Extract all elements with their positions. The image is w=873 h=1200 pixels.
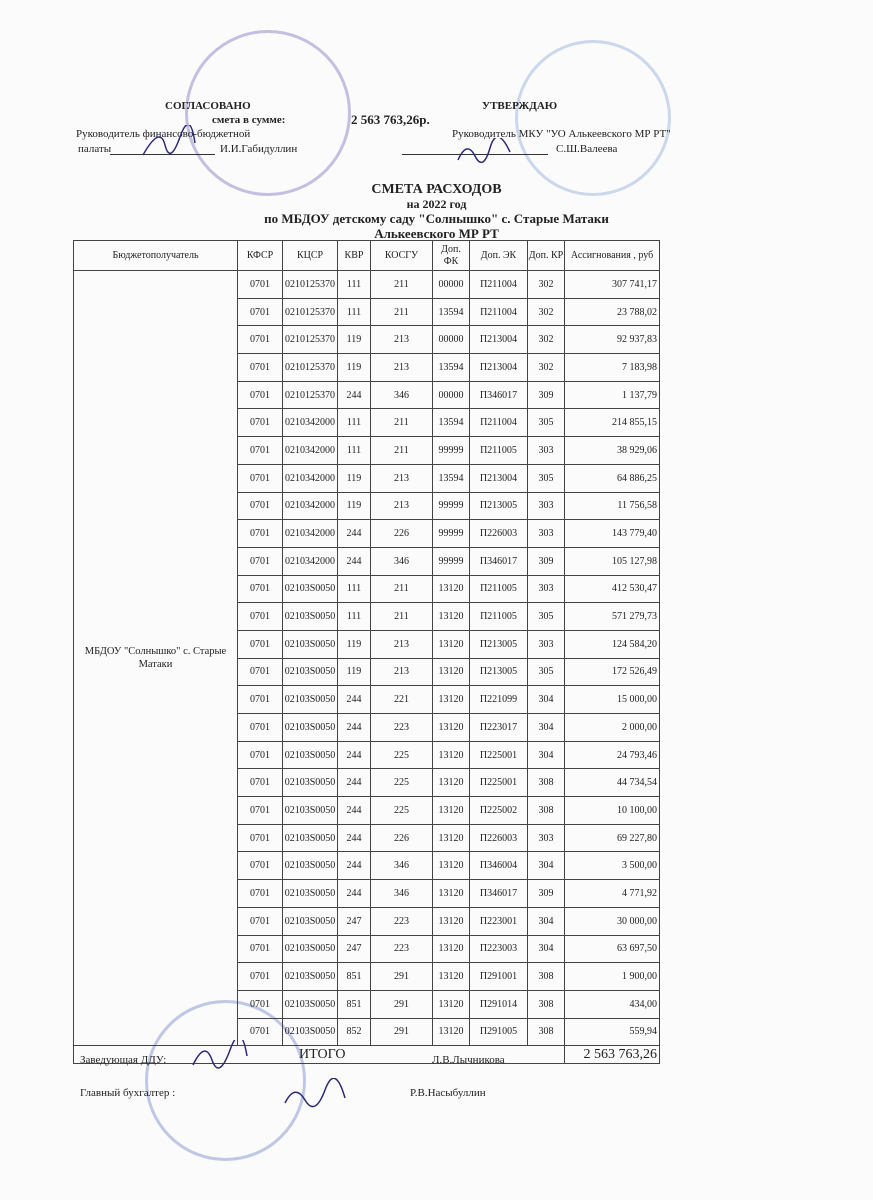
column-header: Доп. ФК bbox=[433, 241, 470, 271]
table-cell: 303 bbox=[528, 575, 565, 603]
table-cell: 02103S0050 bbox=[283, 907, 338, 935]
table-cell: 0210125370 bbox=[283, 326, 338, 354]
table-cell: П346017 bbox=[470, 547, 528, 575]
table-cell: 211 bbox=[371, 298, 433, 326]
table-cell: 304 bbox=[528, 741, 565, 769]
table-cell: П221099 bbox=[470, 686, 528, 714]
table-cell: П211005 bbox=[470, 603, 528, 631]
table-cell: 0701 bbox=[238, 354, 283, 382]
table-cell: 13120 bbox=[433, 907, 470, 935]
column-header: Доп. ЭК bbox=[470, 241, 528, 271]
table-cell: 119 bbox=[338, 354, 371, 382]
table-cell: П291005 bbox=[470, 1018, 528, 1046]
table-cell: 13594 bbox=[433, 464, 470, 492]
table-cell: 13120 bbox=[433, 852, 470, 880]
left-signer-role: Руководитель финансово-бюджетной bbox=[76, 128, 251, 140]
amount-cell: 214 855,15 bbox=[565, 409, 660, 437]
table-cell: 111 bbox=[338, 437, 371, 465]
left-signer-name: И.И.Габидуллин bbox=[220, 143, 298, 155]
table-cell: 02103S0050 bbox=[283, 630, 338, 658]
table-cell: 13120 bbox=[433, 990, 470, 1018]
amount-cell: 63 697,50 bbox=[565, 935, 660, 963]
amount-cell: 64 886,25 bbox=[565, 464, 660, 492]
amount-cell: 143 779,40 bbox=[565, 520, 660, 548]
table-cell: 02103S0050 bbox=[283, 880, 338, 908]
right-signer-role: Руководитель МКУ "УО Алькеевского МР РТ" bbox=[452, 128, 671, 140]
table-cell: 211 bbox=[371, 437, 433, 465]
table-cell: 244 bbox=[338, 547, 371, 575]
table-cell: 223 bbox=[371, 935, 433, 963]
table-cell: 0701 bbox=[238, 1018, 283, 1046]
table-cell: П225001 bbox=[470, 741, 528, 769]
table-cell: П226003 bbox=[470, 520, 528, 548]
table-cell: 0210342000 bbox=[283, 547, 338, 575]
table-cell: 346 bbox=[371, 381, 433, 409]
table-cell: 02103S0050 bbox=[283, 990, 338, 1018]
table-cell: 225 bbox=[371, 741, 433, 769]
table-cell: 0701 bbox=[238, 935, 283, 963]
table-cell: 13120 bbox=[433, 797, 470, 825]
table-cell: 221 bbox=[371, 686, 433, 714]
amount-cell: 124 584,20 bbox=[565, 630, 660, 658]
table-cell: 0701 bbox=[238, 963, 283, 991]
table-cell: 00000 bbox=[433, 326, 470, 354]
column-header: Доп. КР bbox=[528, 241, 565, 271]
table-cell: 303 bbox=[528, 630, 565, 658]
table-cell: 211 bbox=[371, 603, 433, 631]
table-cell: 119 bbox=[338, 658, 371, 686]
table-cell: 0701 bbox=[238, 852, 283, 880]
amount-cell: 1 900,00 bbox=[565, 963, 660, 991]
amount-cell: 4 771,92 bbox=[565, 880, 660, 908]
table-cell: 291 bbox=[371, 990, 433, 1018]
table-cell: 0701 bbox=[238, 990, 283, 1018]
amount-cell: 24 793,46 bbox=[565, 741, 660, 769]
table-cell: 00000 bbox=[433, 271, 470, 299]
table-cell: 0210125370 bbox=[283, 381, 338, 409]
table-cell: 0701 bbox=[238, 409, 283, 437]
table-cell: 244 bbox=[338, 797, 371, 825]
table-cell: 291 bbox=[371, 1018, 433, 1046]
table-cell: 13120 bbox=[433, 575, 470, 603]
column-header: КЦСР bbox=[283, 241, 338, 271]
table-cell: П223003 bbox=[470, 935, 528, 963]
table-cell: 303 bbox=[528, 824, 565, 852]
table-cell: 13120 bbox=[433, 714, 470, 742]
table-cell: 225 bbox=[371, 769, 433, 797]
table-cell: 0701 bbox=[238, 547, 283, 575]
table-cell: 13120 bbox=[433, 935, 470, 963]
table-cell: 00000 bbox=[433, 381, 470, 409]
table-cell: 0701 bbox=[238, 520, 283, 548]
amount-cell: 105 127,98 bbox=[565, 547, 660, 575]
table-cell: 0210342000 bbox=[283, 520, 338, 548]
table-cell: П223001 bbox=[470, 907, 528, 935]
table-cell: 223 bbox=[371, 907, 433, 935]
table-cell: 225 bbox=[371, 797, 433, 825]
table-cell: 0701 bbox=[238, 658, 283, 686]
signature-head bbox=[190, 1040, 250, 1070]
amount-cell: 69 227,80 bbox=[565, 824, 660, 852]
table-cell: 0701 bbox=[238, 824, 283, 852]
sum-label: смета в сумме: bbox=[212, 114, 286, 126]
table-cell: П226003 bbox=[470, 824, 528, 852]
table-cell: 02103S0050 bbox=[283, 686, 338, 714]
table-cell: П213005 bbox=[470, 658, 528, 686]
table-cell: 111 bbox=[338, 603, 371, 631]
table-cell: 0701 bbox=[238, 630, 283, 658]
table-cell: 309 bbox=[528, 547, 565, 575]
table-cell: 0210342000 bbox=[283, 437, 338, 465]
table-cell: 02103S0050 bbox=[283, 852, 338, 880]
table-cell: 223 bbox=[371, 714, 433, 742]
head-role: Заведующая ДДУ: bbox=[80, 1054, 167, 1066]
amount-cell: 44 734,54 bbox=[565, 769, 660, 797]
amount-cell: 2 000,00 bbox=[565, 714, 660, 742]
table-cell: 02103S0050 bbox=[283, 575, 338, 603]
doc-title: СМЕТА РАСХОДОВ bbox=[371, 182, 502, 197]
table-cell: 304 bbox=[528, 686, 565, 714]
table-cell: 0701 bbox=[238, 714, 283, 742]
table-cell: 0210125370 bbox=[283, 298, 338, 326]
amount-cell: 38 929,06 bbox=[565, 437, 660, 465]
table-cell: 211 bbox=[371, 409, 433, 437]
table-cell: П346004 bbox=[470, 852, 528, 880]
table-cell: 213 bbox=[371, 658, 433, 686]
amount-cell: 3 500,00 bbox=[565, 852, 660, 880]
table-cell: 99999 bbox=[433, 520, 470, 548]
column-header: КФСР bbox=[238, 241, 283, 271]
table-cell: 13594 bbox=[433, 298, 470, 326]
table-cell: 0701 bbox=[238, 741, 283, 769]
table-cell: 111 bbox=[338, 409, 371, 437]
amount-cell: 559,94 bbox=[565, 1018, 660, 1046]
table-cell: 303 bbox=[528, 492, 565, 520]
right-signer-name: С.Ш.Валеева bbox=[556, 143, 618, 155]
table-cell: 247 bbox=[338, 935, 371, 963]
table-cell: П223017 bbox=[470, 714, 528, 742]
doc-year: на 2022 год bbox=[406, 197, 467, 211]
sum-value: 2 563 763,26р. bbox=[351, 112, 430, 127]
table-cell: 0701 bbox=[238, 880, 283, 908]
table-cell: 346 bbox=[371, 880, 433, 908]
table-cell: 13594 bbox=[433, 354, 470, 382]
table-cell: 99999 bbox=[433, 547, 470, 575]
table-cell: 119 bbox=[338, 326, 371, 354]
table-cell: 851 bbox=[338, 963, 371, 991]
accountant-name: Р.В.Насыбуллин bbox=[410, 1087, 486, 1099]
table-cell: 13120 bbox=[433, 824, 470, 852]
table-cell: 305 bbox=[528, 464, 565, 492]
table-cell: 119 bbox=[338, 492, 371, 520]
table-cell: 244 bbox=[338, 880, 371, 908]
table-cell: 02103S0050 bbox=[283, 1018, 338, 1046]
signature-accountant bbox=[280, 1078, 350, 1113]
table-cell: 0210125370 bbox=[283, 354, 338, 382]
table-cell: П211005 bbox=[470, 575, 528, 603]
amount-cell: 30 000,00 bbox=[565, 907, 660, 935]
table-cell: 0210125370 bbox=[283, 271, 338, 299]
amount-cell: 7 183,98 bbox=[565, 354, 660, 382]
agreed-label: СОГЛАСОВАНО bbox=[165, 100, 251, 112]
table-cell: 213 bbox=[371, 492, 433, 520]
table-cell: 0210342000 bbox=[283, 409, 338, 437]
table-cell: 02103S0050 bbox=[283, 797, 338, 825]
table-cell: 13120 bbox=[433, 963, 470, 991]
table-cell: 0701 bbox=[238, 603, 283, 631]
table-cell: П225001 bbox=[470, 769, 528, 797]
table-cell: 02103S0050 bbox=[283, 824, 338, 852]
table-cell: 305 bbox=[528, 409, 565, 437]
doc-subject: по МБДОУ детскому саду "Солнышко" с. Старые Матаки bbox=[264, 211, 609, 226]
table-cell: 13120 bbox=[433, 603, 470, 631]
table-cell: 308 bbox=[528, 963, 565, 991]
table-cell: 244 bbox=[338, 381, 371, 409]
table-cell: 111 bbox=[338, 575, 371, 603]
table-cell: 304 bbox=[528, 935, 565, 963]
amount-cell: 172 526,49 bbox=[565, 658, 660, 686]
doc-district: Алькеевского МР РТ bbox=[374, 226, 499, 241]
table-cell: 213 bbox=[371, 630, 433, 658]
table-cell: П211004 bbox=[470, 409, 528, 437]
table-cell: 13120 bbox=[433, 769, 470, 797]
left-signer-role-2: палаты bbox=[78, 143, 112, 155]
table-cell: П225002 bbox=[470, 797, 528, 825]
table-cell: 99999 bbox=[433, 492, 470, 520]
table-cell: 302 bbox=[528, 298, 565, 326]
table-cell: 226 bbox=[371, 520, 433, 548]
table-cell: П213004 bbox=[470, 464, 528, 492]
table-cell: 213 bbox=[371, 464, 433, 492]
table-cell: 0210342000 bbox=[283, 464, 338, 492]
table-cell: 244 bbox=[338, 520, 371, 548]
amount-cell: 92 937,83 bbox=[565, 326, 660, 354]
table-cell: П213005 bbox=[470, 630, 528, 658]
table-cell: 0701 bbox=[238, 575, 283, 603]
table-cell: 308 bbox=[528, 797, 565, 825]
table-cell: 308 bbox=[528, 1018, 565, 1046]
table-cell: 211 bbox=[371, 575, 433, 603]
table-cell: 0701 bbox=[238, 686, 283, 714]
table-cell: 02103S0050 bbox=[283, 741, 338, 769]
estimate-table bbox=[73, 240, 660, 1064]
table-cell: П213005 bbox=[470, 492, 528, 520]
table-cell: 111 bbox=[338, 298, 371, 326]
table-cell: 0701 bbox=[238, 326, 283, 354]
amount-cell: 11 756,58 bbox=[565, 492, 660, 520]
table-cell: 0701 bbox=[238, 381, 283, 409]
table-row bbox=[74, 271, 660, 299]
table-cell: П346017 bbox=[470, 880, 528, 908]
table-cell: 13594 bbox=[433, 409, 470, 437]
table-cell: П211005 bbox=[470, 437, 528, 465]
table-cell: 309 bbox=[528, 880, 565, 908]
table-cell: 213 bbox=[371, 326, 433, 354]
table-cell: П291001 bbox=[470, 963, 528, 991]
table-cell: 244 bbox=[338, 714, 371, 742]
amount-cell: 10 100,00 bbox=[565, 797, 660, 825]
table-cell: 302 bbox=[528, 354, 565, 382]
table-cell: 02103S0050 bbox=[283, 963, 338, 991]
table-cell: 0701 bbox=[238, 769, 283, 797]
table-cell: 13120 bbox=[433, 880, 470, 908]
recipient-cell: МБДОУ "Солнышко" с. Старые Матаки bbox=[74, 271, 238, 1046]
table-cell: 346 bbox=[371, 852, 433, 880]
table-cell: 244 bbox=[338, 686, 371, 714]
table-cell: 308 bbox=[528, 990, 565, 1018]
signature-right bbox=[455, 138, 515, 166]
amount-cell: 434,00 bbox=[565, 990, 660, 1018]
table-cell: П291014 bbox=[470, 990, 528, 1018]
table-cell: 291 bbox=[371, 963, 433, 991]
table-cell: П211004 bbox=[470, 271, 528, 299]
total-value: 2 563 763,26 bbox=[565, 1046, 660, 1064]
column-header: КОСГУ bbox=[371, 241, 433, 271]
amount-cell: 1 137,79 bbox=[565, 381, 660, 409]
column-header: КВР bbox=[338, 241, 371, 271]
table-cell: 304 bbox=[528, 852, 565, 880]
table-cell: 302 bbox=[528, 326, 565, 354]
table-cell: 244 bbox=[338, 824, 371, 852]
table-cell: 13120 bbox=[433, 686, 470, 714]
table-cell: 244 bbox=[338, 769, 371, 797]
table-cell: 346 bbox=[371, 547, 433, 575]
table-cell: 226 bbox=[371, 824, 433, 852]
amount-cell: 15 000,00 bbox=[565, 686, 660, 714]
signature-left bbox=[140, 125, 200, 160]
table-cell: 304 bbox=[528, 714, 565, 742]
table-cell: 119 bbox=[338, 630, 371, 658]
table-cell: 0701 bbox=[238, 907, 283, 935]
stamp-education-department bbox=[515, 40, 671, 196]
accountant-role: Главный бухгалтер : bbox=[80, 1087, 176, 1099]
table-cell: 02103S0050 bbox=[283, 714, 338, 742]
table-cell: 303 bbox=[528, 437, 565, 465]
table-cell: 213 bbox=[371, 354, 433, 382]
table-cell: 0701 bbox=[238, 464, 283, 492]
table-cell: 02103S0050 bbox=[283, 935, 338, 963]
table-cell: 13120 bbox=[433, 630, 470, 658]
table-cell: 02103S0050 bbox=[283, 769, 338, 797]
table-cell: 0701 bbox=[238, 271, 283, 299]
table-cell: 0701 bbox=[238, 492, 283, 520]
total-label: ИТОГО bbox=[74, 1046, 565, 1064]
amount-cell: 571 279,73 bbox=[565, 603, 660, 631]
table-cell: 211 bbox=[371, 271, 433, 299]
table-cell: 303 bbox=[528, 520, 565, 548]
column-header: Бюджетополучатель bbox=[74, 241, 238, 271]
amount-cell: 23 788,02 bbox=[565, 298, 660, 326]
table-cell: 852 bbox=[338, 1018, 371, 1046]
head-name: Л.В.Лычникова bbox=[432, 1054, 505, 1066]
table-cell: 244 bbox=[338, 741, 371, 769]
table-cell: 99999 bbox=[433, 437, 470, 465]
table-cell: 247 bbox=[338, 907, 371, 935]
table-cell: П211004 bbox=[470, 298, 528, 326]
table-cell: 309 bbox=[528, 381, 565, 409]
table-cell: 0701 bbox=[238, 797, 283, 825]
table-cell: 02103S0050 bbox=[283, 658, 338, 686]
table-cell: П213004 bbox=[470, 354, 528, 382]
table-cell: 13120 bbox=[433, 1018, 470, 1046]
table-cell: 308 bbox=[528, 769, 565, 797]
table-cell: 119 bbox=[338, 464, 371, 492]
table-cell: 851 bbox=[338, 990, 371, 1018]
column-header: Ассигнования , руб bbox=[565, 241, 660, 271]
table-cell: 0701 bbox=[238, 437, 283, 465]
stamp-finance-chamber bbox=[185, 30, 351, 196]
amount-cell: 307 741,17 bbox=[565, 271, 660, 299]
table-cell: 302 bbox=[528, 271, 565, 299]
table-cell: 244 bbox=[338, 852, 371, 880]
table-cell: 0210342000 bbox=[283, 492, 338, 520]
table-cell: 13120 bbox=[433, 658, 470, 686]
table-cell: 02103S0050 bbox=[283, 603, 338, 631]
table-cell: 305 bbox=[528, 658, 565, 686]
approve-label: УТВЕРЖДАЮ bbox=[482, 100, 558, 112]
table-cell: 111 bbox=[338, 271, 371, 299]
amount-cell: 412 530,47 bbox=[565, 575, 660, 603]
table-cell: 0701 bbox=[238, 298, 283, 326]
table-cell: П346017 bbox=[470, 381, 528, 409]
table-cell: 305 bbox=[528, 603, 565, 631]
table-cell: 304 bbox=[528, 907, 565, 935]
table-cell: П213004 bbox=[470, 326, 528, 354]
table-cell: 13120 bbox=[433, 741, 470, 769]
